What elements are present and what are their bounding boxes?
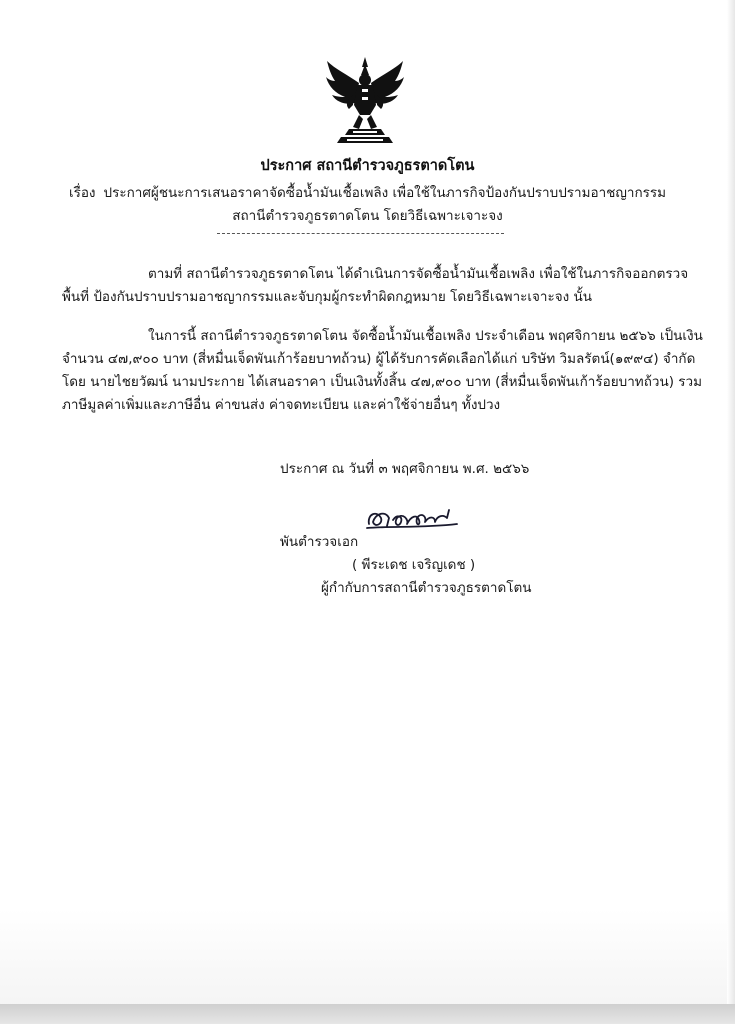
- paragraph-2-line-4: ภาษีมูลค่าเพิ่มและภาษีอื่น ค่าขนส่ง ค่าจดทะเบียน และค่าใช้จ่ายอื่นๆ ทั้งปวง: [62, 397, 501, 413]
- subject-line-2: สถานีตำรวจภูธรตาดโตน โดยวิธีเฉพาะเจาะจง: [232, 208, 503, 224]
- page-bottom-shadow: [0, 1004, 735, 1024]
- signer-name: ( พีระเดช เจริญเดช ): [352, 557, 476, 573]
- handwritten-signature: [363, 500, 461, 536]
- signer-rank: พันตำรวจเอก: [280, 534, 359, 550]
- paragraph-1-line-1: ตามที่ สถานีตำรวจภูธรตาดโตน ได้ดำเนินการจัดซื้อน้ำมันเชื้อเพลิง เพื่อใช้ในภารกิจออกตรวจ: [148, 266, 689, 282]
- subject-label: เรื่อง: [68, 185, 96, 201]
- subject-text-1: ประกาศผู้ชนะการเสนอราคาจัดซื้อน้ำมันเชื้อเพลิง เพื่อใช้ในภารกิจป้องกันปราบปรามอาชญากรรม: [103, 185, 667, 201]
- divider: [217, 233, 504, 234]
- subject-line-1: [0, 181, 735, 203]
- announcement-date: ประกาศ ณ วันที่ ๓ พฤศจิกายน พ.ศ. ๒๕๖๖: [280, 461, 530, 477]
- page-edge-shadow: [727, 0, 735, 1010]
- paragraph-2-line-1: ในการนี้ สถานีตำรวจภูธรตาดโตน จัดซื้อน้ำมันเชื้อเพลิง ประจำเดือน พฤศจิกายน ๒๕๖๖ เป็นเงิน: [148, 328, 703, 344]
- paragraph-2-line-2: จำนวน ๔๗,๙๐๐ บาท (สี่หมื่นเจ็ดพันเก้าร้อยบาทถ้วน) ผู้ได้รับการคัดเลือกได้แก่ บริษัท วิมลรัตน์(๑๙๙๔) จำกัด: [62, 351, 696, 367]
- garuda-emblem: [323, 55, 407, 145]
- signer-position: ผู้กำกับการสถานีตำรวจภูธรตาดโตน: [321, 580, 532, 596]
- document-title: ประกาศ สถานีตำรวจภูธรตาดโตน: [260, 158, 475, 174]
- paragraph-1-line-2: พื้นที่ ป้องกันปราบปรามอาชญากรรมและจับกุมผู้กระทำผิดกฎหมาย โดยวิธีเฉพาะเจาะจง นั้น: [62, 289, 593, 305]
- paragraph-2-line-3: โดย นายไชยวัฒน์ นามประกาย ได้เสนอราคา เป็นเงินทั้งสิ้น ๔๗,๙๐๐ บาท (สี่หมื่นเจ็ดพันเก้าร้อยบาทถ้วน) รวม: [62, 374, 702, 390]
